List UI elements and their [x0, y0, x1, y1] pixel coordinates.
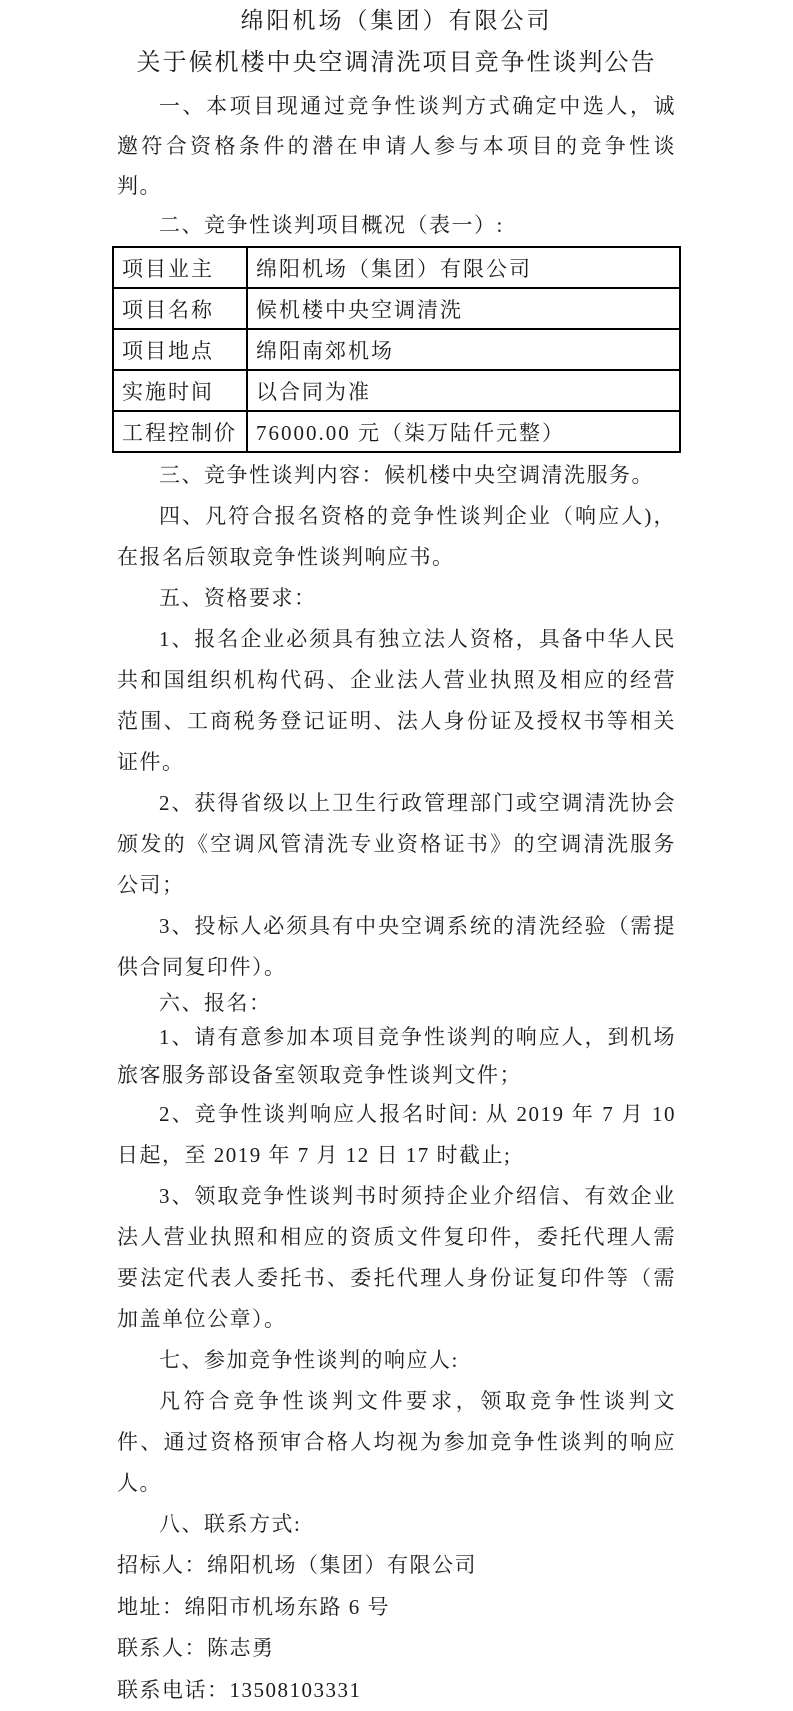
row-label-cell: 项目地点 — [113, 329, 247, 370]
table-row — [113, 247, 680, 288]
heading-section7: 七、参加竞争性谈判的响应人: — [117, 1340, 676, 1381]
section5-item: 2、获得省级以上卫生行政管理部门或空调清洗协会颁发的《空调风管清洗专业资格证书》的空调清洗服务公司； — [117, 783, 676, 906]
paragraph-section4: 四、凡符合报名资格的竞争性谈判企业（响应人)，在报名后领取竞争性谈判响应书。 — [117, 496, 676, 578]
row-value-cell: 绵阳机场（集团）有限公司 — [247, 247, 680, 288]
row-value-cell: 以合同为准 — [247, 370, 680, 411]
heading-section6: 六、报名： — [117, 988, 676, 1018]
row-value-cell: 76000.00 元（柒万陆仟元整） — [247, 411, 680, 452]
section6-item: 2、竞争性谈判响应人报名时间: 从 2019 年 7 月 10 日起，至 2019 年 7 月 12 日 17 时截止; — [117, 1094, 676, 1176]
table-row — [113, 411, 680, 452]
document-subtitle: 关于候机楼中央空调清洗项目竞争性谈判公告 — [117, 40, 676, 86]
section6-item: 3、领取竞争性谈判书时须持企业介绍信、有效企业法人营业执照和相应的资质文件复印件，委托代理人需要法定代表人委托书、委托代理人身份证复印件等（需加盖单位公章）。 — [117, 1176, 676, 1340]
paragraph-section7: 凡符合竞争性谈判文件要求，领取竞争性谈判文件、通过资格预审合格人均视为参加竞争性谈判的响应人。 — [117, 1381, 676, 1504]
contact-phone: 联系电话：13508103331 — [117, 1670, 676, 1711]
row-label-cell: 项目名称 — [113, 288, 247, 329]
contact-person: 联系人：陈志勇 — [117, 1628, 676, 1670]
table-row — [113, 329, 680, 370]
row-label-cell: 工程控制价 — [113, 411, 247, 452]
contact-bidder: 招标人：绵阳机场（集团）有限公司 — [117, 1545, 676, 1587]
heading-section5: 五、资格要求： — [117, 578, 676, 619]
section5-item: 1、报名企业必须具有独立法人资格，具备中华人民共和国组织机构代码、企业法人营业执照及相应的经营范围、工商税务登记证明、法人身份证及授权书等相关证件。 — [117, 619, 676, 783]
table-row — [113, 370, 680, 411]
paragraph-section3: 三、竞争性谈判内容：候机楼中央空调清洗服务。 — [117, 455, 676, 496]
document-title: 绵阳机场（集团）有限公司 — [117, 2, 676, 40]
table-row — [113, 288, 680, 329]
row-value-cell: 绵阳南郊机场 — [247, 329, 680, 370]
project-overview-table — [112, 246, 681, 453]
heading-section8: 八、联系方式: — [117, 1504, 676, 1545]
section5-item: 3、投标人必须具有中央空调系统的清洗经验（需提供合同复印件）。 — [117, 906, 676, 988]
contact-address: 地址：绵阳市机场东路 6 号 — [117, 1587, 676, 1629]
row-label-cell: 实施时间 — [113, 370, 247, 411]
heading-section2: 二、竞争性谈判项目概况（表一）: — [117, 206, 676, 244]
row-label-cell: 项目业主 — [113, 247, 247, 288]
paragraph-section1: 一、本项目现通过竞争性谈判方式确定中选人，诚邀符合资格条件的潜在申请人参与本项目的竞争性谈判。 — [117, 86, 676, 206]
row-value-cell: 候机楼中央空调清洗 — [247, 288, 680, 329]
section6-item: 1、请有意参加本项目竞争性谈判的响应人，到机场旅客服务部设备室领取竞争性谈判文件； — [117, 1018, 676, 1094]
